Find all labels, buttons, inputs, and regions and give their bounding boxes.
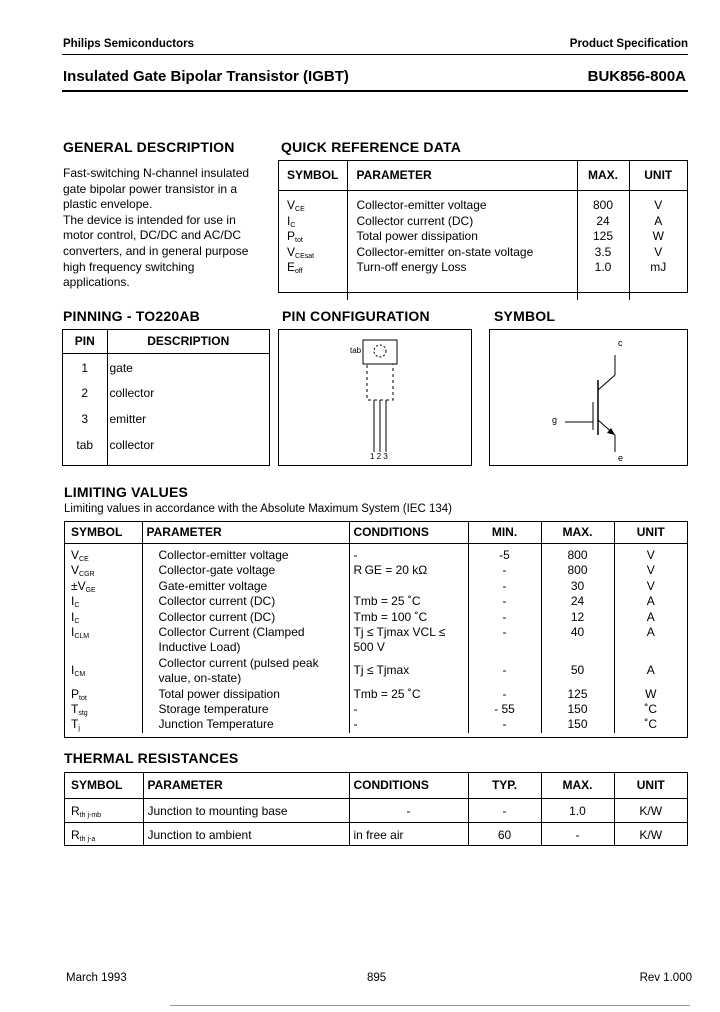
part-number: BUK856-800A [587, 68, 686, 85]
footer-rule [170, 1005, 690, 1006]
tr-unit: K/W [639, 803, 663, 818]
symbol-heading: SYMBOL [494, 308, 556, 324]
lv-max: 24 [541, 594, 614, 609]
qr-unit: V [654, 244, 663, 259]
header-divider [62, 54, 688, 55]
tr-symbol: R [71, 803, 80, 818]
lv-symbol: I [71, 609, 75, 624]
general-line: converters, and in general purpose [63, 243, 249, 258]
pin-description: emitter [109, 412, 147, 426]
lv-unit: V [646, 563, 655, 578]
limiting-values-table [64, 521, 688, 738]
lv-min: - [468, 656, 541, 687]
qr-symbol-sub: CEsat [295, 252, 315, 260]
lv-min: -5 [468, 548, 541, 563]
qr-max: 125 [577, 229, 629, 245]
lv-symbol-sub: C [74, 602, 80, 610]
general-line: The device is intended for use in [63, 212, 236, 227]
lv-conditions: Tmb = 100 ˚C [349, 610, 468, 625]
qr-parameter: Collector-emitter on-state voltage [347, 245, 577, 261]
lv-unit: ˚C [644, 717, 658, 732]
qr-symbol: I [287, 213, 291, 228]
lv-symbol: I [71, 662, 75, 677]
lv-symbol: I [71, 624, 75, 639]
lv-min: - [468, 717, 541, 732]
qr-symbol: V [287, 244, 296, 259]
tr-header-symbol: SYMBOL [65, 773, 143, 798]
lv-row [65, 687, 687, 702]
tr-symbol-sub: th j-mb [79, 811, 102, 819]
qr-parameter: Turn-off energy Loss [347, 260, 577, 276]
lv-conditions: Tj ≤ Tjmax VCL ≤ 500 V [349, 625, 468, 656]
qr-parameter: Total power dissipation [347, 229, 577, 245]
lv-row [65, 610, 687, 625]
thermal-resistances-heading: THERMAL RESISTANCES [64, 750, 239, 766]
qr-symbol: E [287, 260, 296, 274]
qr-symbol: V [287, 198, 296, 212]
tr-row [65, 822, 687, 846]
lv-header-parameter: PARAMETER [142, 522, 349, 543]
lv-unit: W [645, 686, 657, 701]
tr-conditions: in free air [349, 822, 468, 846]
gate-label: g [552, 415, 558, 425]
tr-header-parameter: PARAMETER [143, 773, 349, 798]
lv-parameter: Collector current (DC) [142, 594, 349, 609]
general-line: high frequency switching [63, 259, 195, 274]
lv-row [65, 625, 687, 656]
lv-symbol-sub: j [78, 725, 80, 733]
lv-min: - [468, 687, 541, 702]
lv-symbol: V [71, 563, 80, 578]
doc-type: Product Specification [569, 38, 688, 50]
lv-row [65, 579, 687, 594]
lv-conditions: R GE = 20 kΩ [349, 563, 468, 578]
thermal-resistances-table [64, 772, 688, 846]
pin-number: 2 [63, 379, 107, 405]
lv-symbol-sub: CM [74, 670, 86, 678]
lv-min: - [468, 563, 541, 578]
lv-unit: ˚C [644, 701, 658, 716]
qr-max: 24 [577, 214, 629, 230]
tr-header-max: MAX. [541, 773, 614, 798]
pin-configuration-box [278, 329, 472, 466]
lv-symbol-sub: C [74, 617, 80, 625]
lv-row [65, 702, 687, 717]
pin-header: PIN [63, 330, 107, 353]
qr-header-unit: UNIT [644, 168, 673, 182]
lv-symbol: P [71, 686, 80, 701]
tr-parameter: Junction to mounting base [143, 798, 349, 822]
qr-row [279, 198, 687, 214]
lv-symbol: I [71, 594, 75, 609]
qr-header-symbol: SYMBOL [279, 161, 347, 190]
quick-reference-table [278, 160, 688, 293]
lv-parameter: Total power dissipation [142, 687, 349, 702]
general-line: gate bipolar power transistor in a [63, 181, 238, 196]
lv-conditions: Tj ≤ Tjmax [349, 656, 468, 687]
lv-max: 30 [541, 579, 614, 594]
pin-number: 3 [63, 405, 107, 431]
description-header: DESCRIPTION [147, 334, 230, 348]
lv-conditions [349, 579, 468, 594]
general-line: plastic envelope. [63, 197, 153, 212]
tr-typ: - [468, 798, 541, 822]
lv-unit: V [646, 578, 655, 593]
lv-unit: A [646, 594, 655, 609]
tr-conditions: - [349, 798, 468, 822]
quick-reference-heading: QUICK REFERENCE DATA [281, 139, 462, 155]
lv-unit: A [646, 662, 655, 677]
lv-parameter: Storage temperature [142, 702, 349, 717]
general-line: applications. [63, 275, 130, 290]
lv-unit: A [646, 624, 655, 639]
lv-min: - [468, 594, 541, 609]
lv-max: 150 [541, 702, 614, 717]
lv-parameter: Junction Temperature [142, 717, 349, 732]
lv-unit: V [646, 548, 655, 562]
pin-number: tab [63, 431, 107, 465]
lv-max: 40 [541, 625, 614, 656]
tr-header-typ: TYP. [468, 773, 541, 798]
lv-symbol: T [71, 701, 79, 716]
pin-row [63, 353, 269, 379]
lv-min: - [468, 625, 541, 656]
tr-header-unit: UNIT [636, 778, 665, 792]
lv-max: 150 [541, 717, 614, 732]
lv-symbol-sub: CE [79, 556, 89, 563]
pin-description: collector [109, 386, 155, 400]
pin-number: 1 [63, 353, 107, 379]
igbt-symbol-drawing [490, 330, 687, 465]
lv-symbol: V [71, 548, 80, 562]
lv-header-unit: UNIT [636, 525, 665, 539]
lv-parameter: Collector current (pulsed peak value, on-state) [142, 656, 349, 687]
lv-conditions: - [349, 717, 468, 732]
general-description-heading: GENERAL DESCRIPTION [63, 139, 235, 155]
lv-header-min: MIN. [468, 522, 541, 543]
general-line: Fast-switching N-channel insulated [63, 166, 250, 180]
pin-row [63, 405, 269, 431]
lv-min: - [468, 610, 541, 625]
lv-unit: A [646, 609, 655, 624]
qr-symbol-sub: CE [295, 206, 305, 213]
tr-unit: K/W [639, 827, 663, 842]
general-line: motor control, DC/DC and AC/DC [63, 228, 242, 243]
pinning-table [62, 329, 270, 466]
qr-symbol: P [287, 229, 296, 243]
lv-symbol: T [71, 717, 79, 732]
qr-row [279, 245, 687, 261]
lv-symbol-sub: tot [79, 694, 87, 702]
collector-label: c [618, 338, 623, 348]
lv-min: - [468, 579, 541, 594]
qr-max: 1.0 [577, 260, 629, 276]
pin-description: gate [109, 360, 133, 375]
title-divider [62, 90, 688, 92]
limiting-values-intro: Limiting values in accordance with the Absolute Maximum System (IEC 134) [64, 503, 452, 515]
pin-row [63, 379, 269, 405]
lv-max: 800 [541, 548, 614, 563]
lv-parameter: Gate-emitter voltage [142, 579, 349, 594]
company-name: Philips Semiconductors [63, 38, 194, 50]
lv-row [65, 594, 687, 609]
tab-label: tab [350, 346, 362, 355]
pin-numbers-label: 1 2 3 [370, 452, 388, 461]
lv-header-symbol: SYMBOL [65, 522, 142, 543]
lv-row [65, 548, 687, 563]
to220-package-drawing [279, 330, 471, 465]
limiting-values-heading: LIMITING VALUES [64, 484, 189, 500]
tr-symbol-sub: th j-a [79, 835, 96, 843]
general-description-text [63, 166, 273, 291]
lv-symbol-sub: GE [85, 586, 96, 594]
pin-row [63, 431, 269, 465]
lv-max: 50 [541, 656, 614, 687]
qr-unit: A [654, 213, 663, 228]
qr-max: 800 [577, 198, 629, 214]
lv-conditions: - [349, 548, 468, 563]
qr-header-max: MAX. [577, 161, 629, 190]
qr-symbol-sub: off [295, 268, 303, 275]
emitter-label: e [618, 453, 624, 463]
qr-unit: W [652, 229, 664, 243]
pinning-heading: PINNING - TO220AB [63, 308, 200, 324]
footer-date: March 1993 [66, 972, 127, 984]
tr-symbol: R [71, 827, 80, 842]
lv-row [65, 563, 687, 578]
pin-configuration-heading: PIN CONFIGURATION [282, 308, 430, 324]
qr-parameter: Collector current (DC) [347, 214, 577, 230]
lv-parameter: Collector-emitter voltage [142, 548, 349, 563]
qr-unit: mJ [650, 260, 667, 274]
lv-row [65, 656, 687, 687]
lv-conditions: Tmb = 25 ˚C [349, 594, 468, 609]
lv-parameter: Collector Current (Clamped Inductive Load) [142, 625, 349, 656]
lv-parameter: Collector current (DC) [142, 610, 349, 625]
lv-max: 125 [541, 687, 614, 702]
lv-symbol-sub: CLM [74, 632, 90, 640]
qr-symbol-sub: tot [295, 237, 303, 244]
qr-row [279, 214, 687, 230]
qr-unit: V [654, 198, 663, 212]
tr-max: 1.0 [541, 798, 614, 822]
lv-conditions: Tmb = 25 ˚C [349, 687, 468, 702]
tr-max: - [541, 822, 614, 846]
qr-max: 3.5 [577, 245, 629, 261]
lv-header-conditions: CONDITIONS [349, 522, 468, 543]
tr-typ: 60 [468, 822, 541, 846]
qr-row [279, 260, 687, 276]
tr-parameter: Junction to ambient [143, 822, 349, 846]
lv-row [65, 717, 687, 732]
qr-row [279, 229, 687, 245]
qr-parameter: Collector-emitter voltage [347, 198, 577, 214]
symbol-box [489, 329, 688, 466]
footer-revision: Rev 1.000 [639, 972, 692, 984]
lv-symbol: ±V [71, 578, 86, 593]
lv-symbol-sub: CGR [79, 571, 95, 579]
qr-header-parameter: PARAMETER [347, 161, 577, 190]
qr-symbol-sub: C [290, 221, 296, 229]
lv-max: 12 [541, 610, 614, 625]
tr-row [65, 798, 687, 822]
lv-conditions: - [349, 702, 468, 717]
footer-page-number: 895 [367, 972, 387, 984]
lv-max: 800 [541, 563, 614, 578]
pin-description: collector [109, 438, 155, 452]
lv-symbol-sub: stg [78, 709, 88, 717]
lv-header-max: MAX. [541, 522, 614, 543]
doc-title: Insulated Gate Bipolar Transistor (IGBT) [63, 68, 349, 85]
lv-min: - 55 [468, 702, 541, 717]
tr-header-conditions: CONDITIONS [349, 773, 468, 798]
lv-parameter: Collector-gate voltage [142, 563, 349, 578]
